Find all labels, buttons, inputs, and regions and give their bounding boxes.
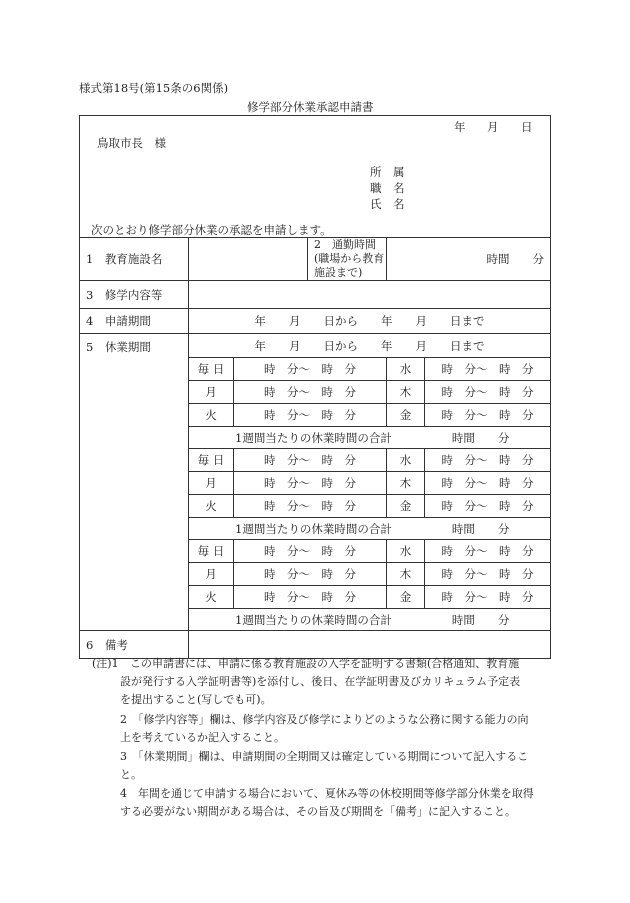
weekday-time-field[interactable]: 時 分～ 時 分 [425, 472, 551, 495]
date-year: 年 [454, 120, 466, 134]
weekday-time-field[interactable]: 時 分～ 時 分 [425, 495, 551, 518]
note-4-line-2: する必要がない期間がある場合は、その旨及び期間を「備考」に記入すること。 [120, 805, 516, 818]
weekday-label: 木 [387, 563, 425, 586]
weekly-total-label: 1週間当たりの休業時間の合計 [235, 521, 392, 536]
note-3-line-2: と。 [120, 768, 142, 781]
weekday-time-field[interactable]: 時 分～ 時 分 [425, 358, 551, 381]
weekday-label: 毎 日 [189, 540, 234, 563]
weekday-time-field[interactable]: 時 分～ 時 分 [234, 449, 387, 472]
weekday-time-field[interactable]: 時 分～ 時 分 [425, 381, 551, 404]
remarks-label: 6 備考 [80, 631, 189, 659]
note-prefix: (注)1 [92, 657, 119, 670]
weekday-time-field[interactable]: 時 分～ 時 分 [425, 586, 551, 609]
study-content-field[interactable] [189, 281, 551, 309]
application-period-label: 4 申請期間 [80, 309, 189, 334]
weekday-time-field[interactable]: 時 分～ 時 分 [425, 563, 551, 586]
weekly-total-label: 1週間当たりの休業時間の合計 [235, 430, 392, 445]
header-block [80, 116, 551, 238]
applicant-name-label: 氏 名 [370, 197, 405, 211]
weekday-label: 水 [387, 449, 425, 472]
note-1-line-3: を提出すること(写しでも可)。 [120, 693, 272, 706]
weekday-time-field[interactable]: 時 分～ 時 分 [234, 586, 387, 609]
date-day: 日 [521, 120, 533, 134]
applicant-dept-label: 所 属 [370, 165, 405, 179]
note-2-line-2: 上を考えているか記入すること。 [120, 731, 285, 744]
commute-time-field[interactable]: 時間 分 [387, 238, 551, 281]
education-facility-label: 1 教育施設名 [80, 238, 189, 281]
weekday-label: 水 [387, 358, 425, 381]
weekday-label: 毎 日 [189, 449, 234, 472]
weekday-label: 月 [189, 563, 234, 586]
weekday-label: 火 [189, 404, 234, 427]
weekday-time-field[interactable]: 時 分～ 時 分 [234, 563, 387, 586]
weekly-total-row [189, 518, 551, 540]
leave-period-field[interactable]: 年 月 日から 年 月 日まで [189, 334, 551, 358]
form-number: 様式第18号(第15条の6関係) [79, 81, 229, 95]
weekday-label: 金 [387, 586, 425, 609]
applicant-title-label: 職 名 [370, 181, 405, 195]
note-4-line-1: 4 年間を通じて申請する場合において、夏休み等の休校期間等修学部分休業を取得 [120, 787, 534, 800]
weekday-time-field[interactable]: 時 分～ 時 分 [234, 540, 387, 563]
commute-time-label: 2 通勤時間(職場から教育施設まで) [308, 238, 387, 281]
weekday-label: 月 [189, 381, 234, 404]
date-month: 月 [487, 120, 499, 134]
education-facility-field[interactable] [189, 238, 308, 281]
weekday-label: 火 [189, 495, 234, 518]
weekday-time-field[interactable]: 時 分～ 時 分 [234, 358, 387, 381]
weekday-time-field[interactable]: 時 分～ 時 分 [425, 449, 551, 472]
note-1-line-1: この申請書には、申請に係る教育施設の入学を証明する書類(合格通知、教育施 [130, 657, 520, 670]
weekday-label: 月 [189, 472, 234, 495]
weekday-time-field[interactable]: 時 分～ 時 分 [234, 404, 387, 427]
note-3-line-1: 3 「休業期間」欄は、申請期間の全期間又は確定している期間について記入するこ [120, 750, 529, 763]
weekday-label: 木 [387, 381, 425, 404]
leave-period-label: 5 休業期間 [80, 334, 189, 631]
weekday-label: 毎 日 [189, 358, 234, 381]
weekly-total-row [189, 609, 551, 631]
application-form-table [79, 115, 551, 659]
note-1-line-2: 設が発行する入学証明書等)を添付し、後日、在学証明書及びカリキュラム予定表 [120, 675, 521, 688]
application-period-field[interactable]: 年 月 日から 年 月 日まで [189, 309, 551, 334]
page-title: 修学部分休業承認申請書 [247, 100, 374, 114]
weekday-label: 火 [189, 586, 234, 609]
study-content-label: 3 修学内容等 [80, 281, 189, 309]
request-sentence: 次のとおり修学部分休業の承認を申請します。 [91, 223, 332, 237]
weekday-time-field[interactable]: 時 分～ 時 分 [234, 495, 387, 518]
weekday-time-field[interactable]: 時 分～ 時 分 [425, 404, 551, 427]
weekday-label: 木 [387, 472, 425, 495]
weekly-total-value: 時間 分 [451, 521, 510, 536]
weekday-label: 金 [387, 404, 425, 427]
weekday-time-field[interactable]: 時 分～ 時 分 [425, 540, 551, 563]
weekday-time-field[interactable]: 時 分～ 時 分 [234, 381, 387, 404]
weekday-label: 金 [387, 495, 425, 518]
addressee: 鳥取市長 様 [97, 136, 166, 150]
weekly-total-value: 時間 分 [451, 612, 510, 627]
note-2-line-1: 2 「修学内容等」欄は、修学内容及び修学によりどのような公務に関する能力の向 [120, 713, 529, 726]
weekday-time-field[interactable]: 時 分～ 時 分 [234, 472, 387, 495]
weekday-label: 水 [387, 540, 425, 563]
weekly-total-label: 1週間当たりの休業時間の合計 [235, 612, 392, 627]
weekly-total-row [189, 427, 551, 449]
weekly-total-value: 時間 分 [451, 430, 510, 445]
